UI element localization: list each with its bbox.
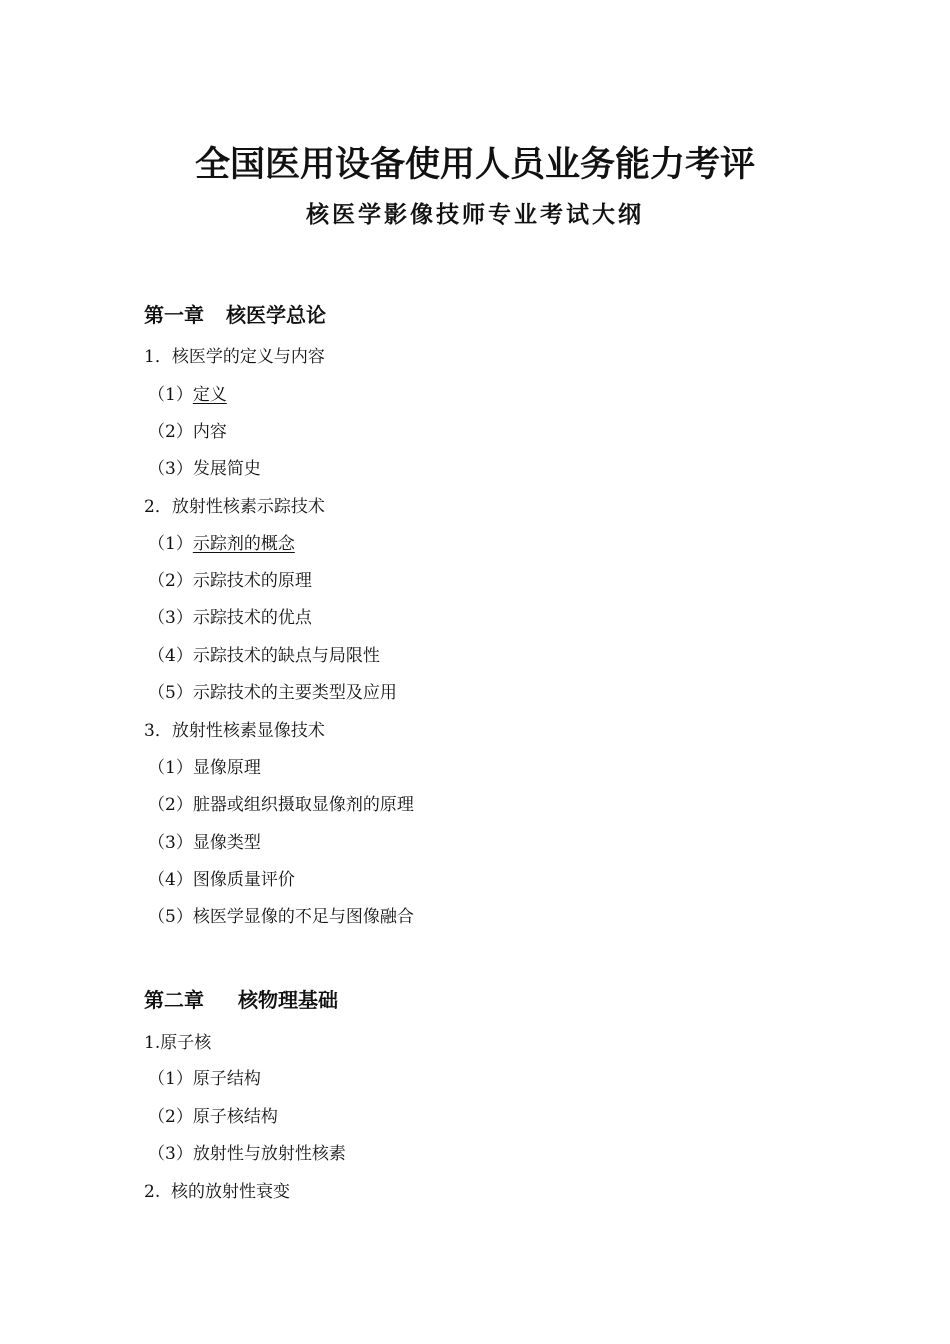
- chapter-1-name: 核医学总论: [226, 303, 326, 327]
- item-1-3-1: （1）显像原理: [148, 758, 261, 778]
- chapter-1-heading: [144, 300, 326, 330]
- item-1-2-5: （5）示踪技术的主要类型及应用: [148, 683, 397, 703]
- section-2-2-title: 2. 核的放射性衰变: [144, 1182, 291, 1202]
- item-1-2-4: （4）示踪技术的缺点与局限性: [148, 646, 380, 666]
- document-subtitle: 核医学影像技师专业考试大纲: [306, 201, 644, 228]
- item-2-1-3: （3）放射性与放射性核素: [148, 1144, 346, 1164]
- section-1-3-title: 3．放射性核素显像技术: [144, 721, 325, 741]
- item-1-2-1-text: 示踪剂的概念: [192, 534, 295, 554]
- item-1-1-2: （2）内容: [148, 422, 227, 442]
- item-1-3-5: （5）核医学显像的不足与图像融合: [148, 907, 414, 927]
- item-1-1-3: （3）发展简史: [148, 459, 261, 479]
- document-title: 全国医用设备使用人员业务能力考评: [194, 145, 755, 185]
- item-2-1-1: （1）原子结构: [148, 1069, 261, 1089]
- section-1-2-title: 2．放射性核素示踪技术: [144, 497, 325, 517]
- item-1-1-1-prefix: （1）: [148, 385, 193, 405]
- item-1-1-1-text: 定义: [192, 385, 227, 405]
- item-1-3-4: （4）图像质量评价: [148, 870, 295, 890]
- item-1-3-3: （3）显像类型: [148, 833, 261, 853]
- item-1-3-2: （2）脏器或组织摄取显像剂的原理: [148, 795, 414, 815]
- item-1-2-3: （3）示踪技术的优点: [148, 608, 312, 628]
- item-1-1-1: [148, 382, 227, 408]
- item-2-1-2: （2）原子核结构: [148, 1107, 278, 1127]
- chapter-2-heading: [144, 985, 338, 1015]
- section-1-1-title: 1．核医学的定义与内容: [144, 347, 325, 367]
- item-1-2-1-prefix: （1）: [148, 534, 193, 554]
- chapter-2-number: 第二章: [144, 988, 204, 1012]
- section-2-1-title: 1.原子核: [144, 1033, 212, 1053]
- chapter-2-name: 核物理基础: [238, 988, 338, 1012]
- item-1-2-1: [148, 531, 295, 557]
- item-1-2-2: （2）示踪技术的原理: [148, 571, 312, 591]
- chapter-1-number: 第一章: [144, 303, 204, 327]
